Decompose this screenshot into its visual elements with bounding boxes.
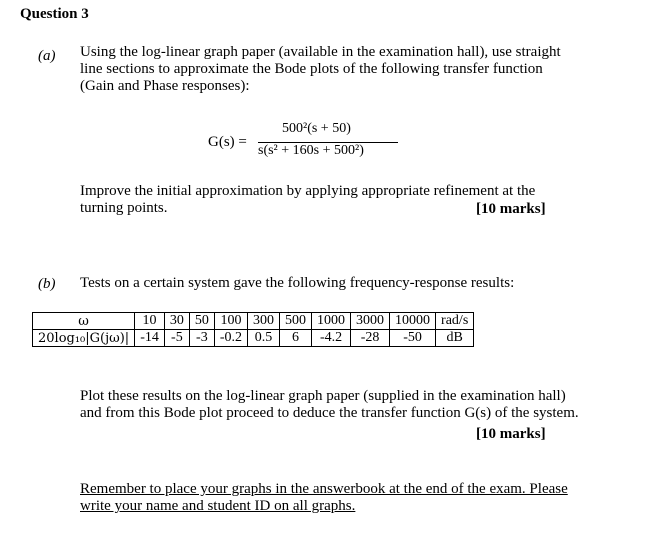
table-cell-unit: rad/s [436, 313, 474, 330]
table-cell: 30 [164, 313, 189, 330]
table-cell-unit: dB [436, 330, 474, 347]
frequency-response-table [32, 312, 474, 347]
part-a-improve-text: Improve the initial approximation by applying appropriate refinement at the turning points. [80, 183, 536, 216]
formula-denominator: s(s² + 160s + 500²) [258, 143, 364, 158]
part-b-plot-text: Plot these results on the log-linear graph paper (supplied in the examination hall) and from this Bode plot proceed to deduce the transfer function G(s) of the system. [80, 388, 579, 421]
table-cell: -3 [189, 330, 214, 347]
reminder-note: Remember to place your graphs in the answerbook at the end of the exam. Please write your name and student ID on all graphs. [80, 481, 568, 514]
part-a-label: (a) [38, 48, 56, 64]
table-cell: -0.2 [214, 330, 247, 347]
table-cell: 50 [189, 313, 214, 330]
table-row-header: 20log₁₀|G(jω)| [33, 330, 135, 347]
table-cell: 10 [135, 313, 165, 330]
table-row-header: ω [33, 313, 135, 330]
table-cell: -4.2 [312, 330, 351, 347]
part-b-label: (b) [38, 276, 56, 292]
table-cell: 1000 [312, 313, 351, 330]
formula-lhs: G(s) = [208, 134, 247, 150]
table-cell: 3000 [351, 313, 390, 330]
table-cell: -50 [390, 330, 436, 347]
part-b-text: Tests on a certain system gave the following frequency-response results: [80, 275, 515, 291]
table-cell: 300 [248, 313, 280, 330]
table-row-gain [33, 330, 474, 347]
table-cell: 10000 [390, 313, 436, 330]
table-cell: 6 [280, 330, 312, 347]
table-cell: 100 [214, 313, 247, 330]
question-title: Question 3 [20, 6, 89, 22]
table-cell: 0.5 [248, 330, 280, 347]
table-cell: -5 [164, 330, 189, 347]
table-cell: -28 [351, 330, 390, 347]
formula-numerator: 500²(s + 50) [282, 121, 351, 136]
table-cell: 500 [280, 313, 312, 330]
table-cell: -14 [135, 330, 165, 347]
part-a-text: Using the log-linear graph paper (available in the examination hall), use straight line sections to approximate the Bode plots of the following transfer function (Gain and Phase responses): [80, 44, 561, 94]
transfer-function-formula [208, 121, 408, 165]
part-b-marks: [10 marks] [476, 426, 546, 442]
table-row-frequency [33, 313, 474, 330]
part-a-marks: [10 marks] [476, 201, 546, 217]
